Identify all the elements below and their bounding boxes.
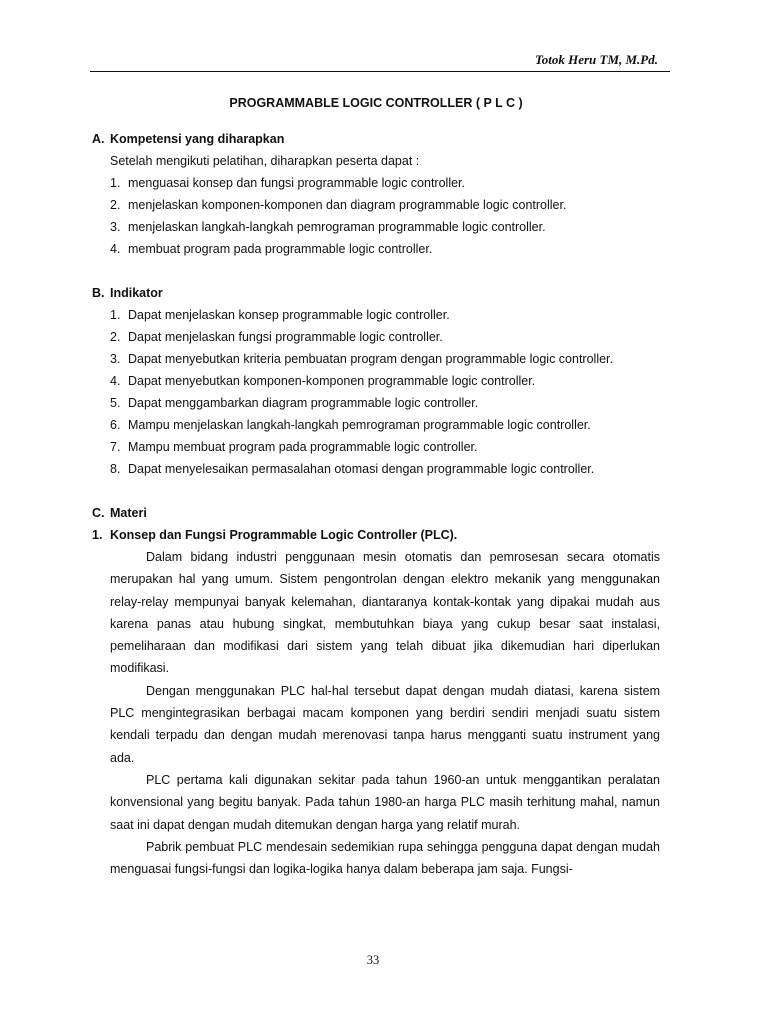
list-item: 7. Mampu membuat program pada programmable logic controller.	[110, 440, 478, 454]
list-item: 3. menjelaskan langkah-langkah pemrograman programmable logic controller.	[110, 220, 546, 234]
page-number: 33	[366, 953, 380, 967]
section-c-heading	[92, 502, 660, 524]
paragraph: PLC pertama kali digunakan sekitar pada tahun 1960-an untuk menggantikan peralatan konvensional yang begitu banyak. Pada tahun 1980-an harga PLC masih terhitung mahal, namun saat ini dapat dengan mudah ditemukan dengan harga yang relatif murah.	[110, 772, 660, 832]
list-item: 3. Dapat menyebutkan kriteria pembuatan program dengan programmable logic controller.	[110, 352, 613, 366]
list-item: 8. Dapat menyelesaikan permasalahan otomasi dengan programmable logic controller.	[110, 462, 595, 476]
paragraph: Dalam bidang industri penggunaan mesin otomatis dan pemrosesan secara otomatis merupakan hal yang umum. Sistem pengontrolan dengan elektro mekanik yang menggunakan relay-relay mempunyai banyak kelemahan, diantaranya kontak-kontak yang dipakai mudah aus karena panas atau hubung singkat, membutuhkan biaya yang cukup besar saat instalasi, pemeliharaan dan modifikasi dari sistem yang telah dibuat jika dikemudian hari diperlukan modifikasi.	[110, 550, 660, 676]
indicator-list	[92, 304, 660, 480]
header-divider	[90, 71, 670, 72]
section-a-title: Kompetensi yang diharapkan	[110, 132, 285, 146]
section-b-heading	[92, 282, 660, 304]
subsection-heading	[92, 524, 660, 546]
body-text	[92, 546, 660, 880]
page-content	[92, 92, 660, 880]
paragraph: Dengan menggunakan PLC hal-hal tersebut dapat dengan mudah diatasi, karena sistem PLC mengintegrasikan berbagai macam komponen yang berdiri sendiri menjadi suatu sistem kendali terpadu dan dengan mudah merenovasi tanpa harus mengganti suatu instrument yang ada.	[110, 683, 660, 765]
list-item: 6. Mampu menjelaskan langkah-langkah pemrograman programmable logic controller.	[110, 418, 591, 432]
list-item: 1. Dapat menjelaskan konsep programmable logic controller.	[110, 308, 450, 322]
page-title: PROGRAMMABLE LOGIC CONTROLLER ( P L C )	[229, 96, 523, 110]
paragraph: Pabrik pembuat PLC mendesain sedemikian rupa sehingga pengguna dapat dengan mudah menguasai fungsi-fungsi dan logika-logika hanya dalam beberapa jam saja. Fungsi-	[110, 839, 660, 877]
subsection-title: Konsep dan Fungsi Programmable Logic Controller (PLC).	[110, 528, 458, 542]
subsection-label: 1.	[92, 528, 103, 542]
competency-list	[92, 172, 660, 260]
list-item: 4. membuat program pada programmable logic controller.	[110, 242, 433, 256]
section-a-label: A.	[92, 132, 105, 146]
list-item: 4. Dapat menyebutkan komponen-komponen programmable logic controller.	[110, 374, 536, 388]
section-c-title: Materi	[110, 506, 147, 520]
section-c-label: C.	[92, 506, 105, 520]
section-b-title: Indikator	[110, 286, 163, 300]
section-a-intro: Setelah mengikuti pelatihan, diharapkan peserta dapat :	[110, 154, 420, 168]
header-author: Totok Heru TM, M.Pd.	[534, 52, 658, 67]
list-item: 2. menjelaskan komponen-komponen dan diagram programmable logic controller.	[110, 198, 567, 212]
list-item: 1. menguasai konsep dan fungsi programmable logic controller.	[110, 176, 465, 190]
section-b-label: B.	[92, 286, 105, 300]
list-item: 5. Dapat menggambarkan diagram programmable logic controller.	[110, 396, 479, 410]
section-a-heading	[92, 128, 660, 150]
list-item: 2. Dapat menjelaskan fungsi programmable logic controller.	[110, 330, 443, 344]
